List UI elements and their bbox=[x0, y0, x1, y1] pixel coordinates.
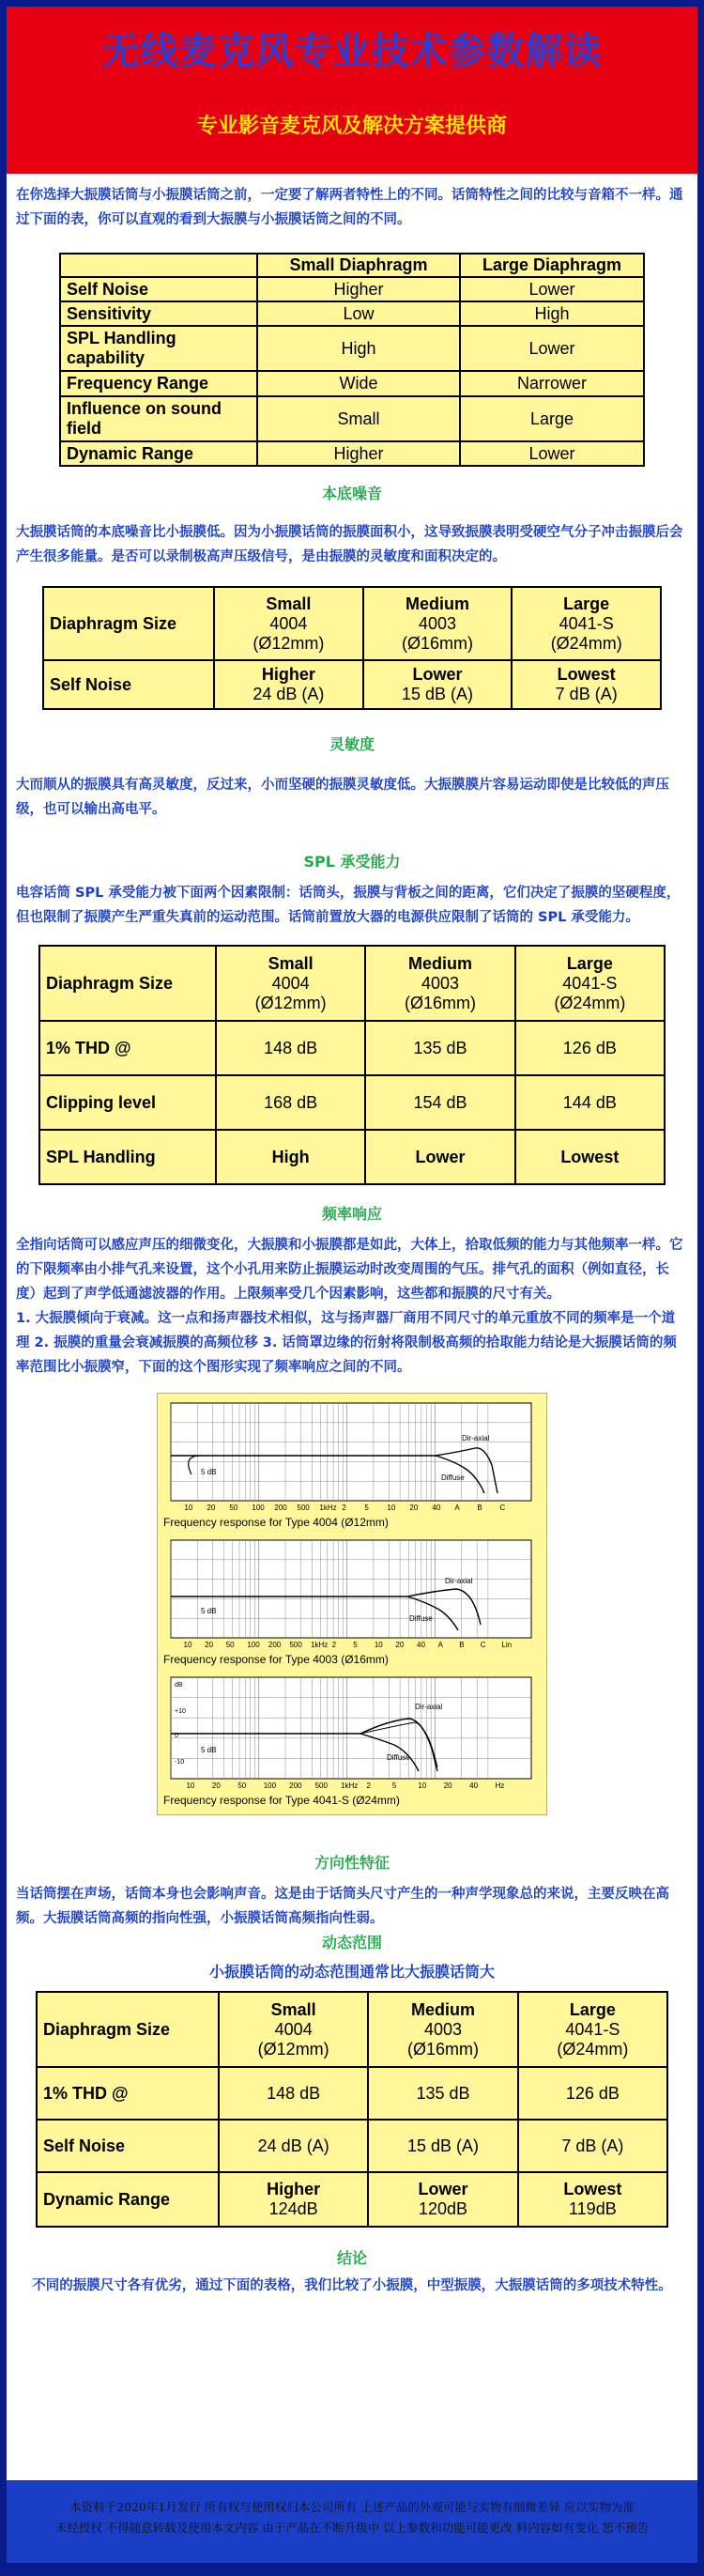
table-cell: 154 dB bbox=[365, 1075, 514, 1130]
section-title-conclusion: 结论 bbox=[336, 2249, 367, 2267]
axis-tick-label: 40 bbox=[432, 1504, 441, 1512]
section-title-directivity: 方向性特征 bbox=[314, 1854, 390, 1872]
row-label: Sensitivity bbox=[60, 301, 257, 326]
row-label: SPL Handling capability bbox=[60, 326, 257, 371]
axis-tick-label: B bbox=[477, 1504, 482, 1512]
row-label: Clipping level bbox=[39, 1075, 216, 1130]
row-label: Dynamic Range bbox=[60, 441, 257, 466]
axis-tick-label: 50 bbox=[225, 1641, 235, 1649]
table-row bbox=[60, 326, 644, 371]
axis-tick-label: 10 bbox=[183, 1641, 192, 1649]
frequency-paragraph-2: 1. 大振膜倾向于衰减。这一点和扬声器技术相似，这与扬声器厂商用不同尺寸的单元重放不同的频率是一个道理 2. 振膜的重量会衰减振膜的高频位移 3. 话筒罩边缘的衍射将限制极高频的拾取能力结论是大振膜话筒的频率范围比小振膜窄，下面的这个图形实现了频率响应之间的不同。 bbox=[16, 1311, 677, 1375]
axis-tick-label: 500 bbox=[314, 1782, 328, 1790]
axis-tick-label: Hz bbox=[495, 1782, 505, 1790]
axis-tick-label: 2 bbox=[342, 1504, 346, 1512]
spl-paragraph: 电容话筒 SPL 承受能力被下面两个因素限制：话筒头，振膜与背板之间的距离，它们决定了振膜的坚硬程度，但也限制了振膜产生严重失真前的运动范围。话筒前置放大器的电源供应限制了话筒的 SPL 承受能力。 bbox=[16, 886, 681, 925]
table-cell: Medium 4003 (Ø16mm) bbox=[365, 946, 514, 1021]
axis-tick-label: 200 bbox=[268, 1641, 282, 1649]
axis-tick-label: C bbox=[499, 1504, 506, 1512]
table-cell: Medium 4003 (Ø16mm) bbox=[363, 587, 513, 660]
row-label: Diaphragm Size bbox=[37, 1992, 219, 2067]
axis-tick-label: 100 bbox=[247, 1641, 260, 1649]
axis-tick-label: A bbox=[437, 1641, 443, 1649]
table-cell: 126 dB bbox=[518, 2067, 667, 2120]
table-cell: Lower bbox=[460, 326, 644, 371]
footer-line-1: 本资料于2020年1月发行 所有权与使用权归本公司所有 上述产品的外观可能与实物有细微差异 应以实物为准 bbox=[69, 2500, 635, 2514]
axis-tick-label: 200 bbox=[274, 1504, 287, 1512]
axis-tick-label: 10 bbox=[387, 1504, 396, 1512]
section-title-frequency: 频率响应 bbox=[321, 1205, 382, 1223]
axis-tick-label: 10 bbox=[374, 1641, 383, 1649]
axis-tick-label: 40 bbox=[417, 1641, 425, 1649]
row-label: Frequency Range bbox=[60, 371, 257, 396]
svg-text:Diffuse: Diffuse bbox=[441, 1473, 465, 1482]
table-row bbox=[60, 371, 644, 396]
row-label: Self Noise bbox=[60, 277, 257, 301]
section-title-noise: 本底噪音 bbox=[321, 485, 382, 502]
table-cell: Medium 4003 (Ø16mm) bbox=[368, 1992, 517, 2067]
graph-caption: Frequency response for Type 4004 (Ø12mm) bbox=[163, 1516, 389, 1529]
table-cell: Higher 24 dB (A) bbox=[214, 660, 363, 709]
table-cell: 135 dB bbox=[365, 1021, 514, 1075]
row-label: Diaphragm Size bbox=[39, 946, 216, 1021]
table-row bbox=[60, 277, 644, 301]
svg-text:1020501002005001kHz25102040ABC bbox=[184, 1641, 513, 1649]
row-label: Dynamic Range bbox=[37, 2172, 219, 2227]
row-label: Self Noise bbox=[37, 2120, 219, 2172]
table-cell: Large bbox=[460, 396, 644, 441]
table-cell: Lower 15 dB (A) bbox=[363, 660, 513, 709]
row-label: SPL Handling bbox=[39, 1130, 216, 1184]
axis-tick-label: 10 bbox=[418, 1782, 427, 1790]
axis-tick-label: 5 bbox=[364, 1504, 369, 1512]
footer-line-2: 未经授权 不得随意转载及使用本文内容 由于产品在不断升级中 以上参数和功能可能更改 料内容如有变化 恕不预告 bbox=[54, 2521, 650, 2535]
svg-text:-10: -10 bbox=[175, 1759, 185, 1766]
svg-text:Dir-axial: Dir-axial bbox=[445, 1577, 473, 1585]
axis-tick-label: 2 bbox=[331, 1641, 337, 1649]
table-cell: High bbox=[460, 301, 644, 326]
table-row bbox=[60, 301, 644, 326]
axis-tick-label: B bbox=[459, 1641, 465, 1649]
row-label: Diaphragm Size bbox=[43, 587, 214, 660]
svg-text:5 dB: 5 dB bbox=[201, 1746, 217, 1754]
axis-tick-label: 50 bbox=[229, 1504, 238, 1512]
table-cell: 15 dB (A) bbox=[368, 2120, 517, 2172]
axis-tick-label: Lin bbox=[501, 1641, 513, 1649]
graph-4004-plot bbox=[163, 1399, 539, 1514]
axis-tick-label: 1kHz bbox=[311, 1641, 329, 1649]
graph-4041s bbox=[163, 1674, 539, 1807]
table-cell: 148 dB bbox=[219, 2067, 368, 2120]
axis-tick-label: 5 bbox=[391, 1782, 397, 1790]
dynamic-subtitle: 小振膜话筒的动态范围通常比大振膜话筒大 bbox=[208, 1963, 495, 1981]
axis-tick-label: 40 bbox=[469, 1782, 479, 1790]
table-cell: 126 dB bbox=[515, 1021, 665, 1075]
axis-tick-label: A bbox=[454, 1504, 460, 1512]
graph-4003-plot bbox=[163, 1536, 539, 1651]
page bbox=[7, 7, 697, 2563]
svg-text:+10: +10 bbox=[175, 1708, 186, 1715]
table-cell: Wide bbox=[257, 371, 460, 396]
axis-tick-label: 500 bbox=[289, 1641, 302, 1649]
table-cell: Lower 120dB bbox=[368, 2172, 517, 2227]
section-title-sensitivity: 灵敏度 bbox=[329, 735, 375, 753]
table-cell: Lower bbox=[365, 1130, 514, 1184]
table-cell: 7 dB (A) bbox=[518, 2120, 667, 2172]
svg-text:Dir-axial: Dir-axial bbox=[415, 1703, 443, 1711]
table-row bbox=[60, 396, 644, 441]
svg-text:dB: dB bbox=[175, 1682, 183, 1689]
axis-tick-label: 5 bbox=[353, 1641, 358, 1649]
section-title-spl: SPL 承受能力 bbox=[303, 853, 401, 871]
sensitivity-paragraph: 大而顺从的振膜具有高灵敏度，反过来，小而坚硬的振膜灵敏度低。大振膜膜片容易运动即使是比较低的声压级，也可以输出高电平。 bbox=[16, 778, 669, 817]
axis-tick-label: 100 bbox=[263, 1782, 277, 1790]
table-header-cell bbox=[60, 254, 257, 277]
table-cell: Large 4041-S (Ø24mm) bbox=[512, 587, 661, 660]
table-cell: Lowest bbox=[515, 1130, 665, 1184]
svg-text:1020501002005001kHz25102040Hz bbox=[186, 1782, 504, 1790]
table-cell: Small bbox=[257, 396, 460, 441]
axis-tick-label: 10 bbox=[184, 1504, 193, 1512]
graph-4003 bbox=[163, 1536, 539, 1666]
axis-tick-label: 20 bbox=[207, 1504, 216, 1512]
axis-tick-label: 2 bbox=[366, 1782, 371, 1790]
spl-table bbox=[38, 945, 666, 1185]
header-banner bbox=[7, 7, 697, 174]
table-cell: Small 4004 (Ø12mm) bbox=[216, 946, 365, 1021]
row-label: Influence on sound field bbox=[60, 396, 257, 441]
table-header-cell: Large Diaphragm bbox=[460, 254, 644, 277]
graph-4041s-plot bbox=[163, 1674, 539, 1792]
svg-text:1020501002005001kHz25102040ABC bbox=[184, 1504, 505, 1512]
graph-caption: Frequency response for Type 4003 (Ø16mm) bbox=[163, 1653, 389, 1666]
table-cell: 144 dB bbox=[515, 1075, 665, 1130]
graph-caption: Frequency response for Type 4041-S (Ø24mm) bbox=[163, 1794, 400, 1807]
table-cell: Large 4041-S (Ø24mm) bbox=[518, 1992, 667, 2067]
comparison-table bbox=[59, 253, 645, 467]
axis-tick-label: 50 bbox=[237, 1782, 247, 1790]
axis-tick-label: 20 bbox=[443, 1782, 452, 1790]
svg-text:0: 0 bbox=[175, 1733, 178, 1739]
svg-text:Diffuse: Diffuse bbox=[409, 1614, 433, 1623]
table-cell: Small 4004 (Ø12mm) bbox=[219, 1992, 368, 2067]
table-cell: 168 dB bbox=[216, 1075, 365, 1130]
axis-tick-label: 500 bbox=[297, 1504, 310, 1512]
axis-tick-label: 20 bbox=[409, 1504, 419, 1512]
table-cell: Large 4041-S (Ø24mm) bbox=[515, 946, 665, 1021]
table-cell: Higher bbox=[257, 441, 460, 466]
directivity-paragraph: 当话筒摆在声场，话筒本身也会影响声音。这是由于话筒头尺寸产生的一种声学现象总的来说，主要反映在高频。大振膜话筒高频的指向性强，小振膜话筒高频指向性弱。 bbox=[16, 1887, 669, 1926]
table-cell: Narrower bbox=[460, 371, 644, 396]
svg-text:Dir-axial: Dir-axial bbox=[462, 1434, 490, 1442]
table-cell: Lower bbox=[460, 277, 644, 301]
frequency-response-graphs bbox=[157, 1393, 547, 1815]
axis-tick-label: 20 bbox=[205, 1641, 214, 1649]
self-noise-table bbox=[42, 586, 662, 710]
axis-tick-label: 1kHz bbox=[341, 1782, 359, 1790]
table-cell: High bbox=[257, 326, 460, 371]
table-cell: Small 4004 (Ø12mm) bbox=[214, 587, 363, 660]
table-cell: Lowest 7 dB (A) bbox=[512, 660, 661, 709]
table-row bbox=[60, 441, 644, 466]
axis-tick-label: 20 bbox=[395, 1641, 405, 1649]
table-header-cell: Small Diaphragm bbox=[257, 254, 460, 277]
table-cell: 148 dB bbox=[216, 1021, 365, 1075]
table-cell: 24 dB (A) bbox=[219, 2120, 368, 2172]
table-cell: Low bbox=[257, 301, 460, 326]
row-label: 1% THD @ bbox=[37, 2067, 219, 2120]
page-subtitle: 专业影音麦克风及解决方案提供商 bbox=[196, 115, 507, 138]
svg-text:5 dB: 5 dB bbox=[201, 1468, 217, 1476]
section-title-dynamic: 动态范围 bbox=[321, 1934, 382, 1951]
axis-tick-label: 20 bbox=[211, 1782, 221, 1790]
axis-tick-label: 200 bbox=[289, 1782, 302, 1790]
table-cell: Lowest 119dB bbox=[518, 2172, 667, 2227]
noise-paragraph: 大振膜话筒的本底噪音比小振膜低。因为小振膜话筒的振膜面积小，这导致振膜表明受硬空气分子冲击振膜后会产生很多能量。是否可以录制极高声压级信号，是由振膜的灵敏度和面积决定的。 bbox=[16, 525, 683, 564]
axis-tick-label: 100 bbox=[252, 1504, 265, 1512]
table-cell: Higher 124dB bbox=[219, 2172, 368, 2227]
intro-paragraph: 在你选择大振膜话筒与小振膜话筒之前，一定要了解两者特性上的不同。话筒特性之间的比较与音箱不一样。通过下面的表，你可以直观的看到大振膜与小振膜话筒之间的不同。 bbox=[16, 188, 683, 227]
axis-tick-label: 10 bbox=[186, 1782, 195, 1790]
frequency-paragraph-1: 全指向话筒可以感应声压的细微变化，大振膜和小振膜都是如此，大体上，拾取低频的能力与其他频率一样。它的下限频率由小排气孔来设置，这个小孔用来防止振膜运动时改变周围的气压。排气孔的面积（例如直径，长度）起到了声学低通滤波器的作用。上限频率受几个因素影响，这些都和振膜的尺寸有关。 bbox=[16, 1238, 683, 1302]
footer-disclaimer bbox=[7, 2480, 697, 2563]
dynamic-range-table bbox=[36, 1991, 668, 2228]
table-cell: 135 dB bbox=[368, 2067, 517, 2120]
table-cell: High bbox=[216, 1130, 365, 1184]
table-cell: Lower bbox=[460, 441, 644, 466]
graph-4004 bbox=[163, 1399, 539, 1529]
svg-text:Diffuse: Diffuse bbox=[387, 1753, 410, 1762]
axis-tick-label: 1kHz bbox=[319, 1504, 337, 1512]
page-title: 无线麦克风专业技术参数解读 bbox=[101, 30, 603, 73]
axis-tick-label: C bbox=[480, 1641, 486, 1649]
table-cell: Higher bbox=[257, 277, 460, 301]
svg-text:5 dB: 5 dB bbox=[201, 1607, 217, 1615]
row-label: Self Noise bbox=[43, 660, 214, 709]
conclusion-paragraph: 不同的振膜尺寸各有优劣，通过下面的表格，我们比较了小振膜，中型振膜，大振膜话筒的多项技术特性。 bbox=[32, 2278, 672, 2293]
row-label: 1% THD @ bbox=[39, 1021, 216, 1075]
